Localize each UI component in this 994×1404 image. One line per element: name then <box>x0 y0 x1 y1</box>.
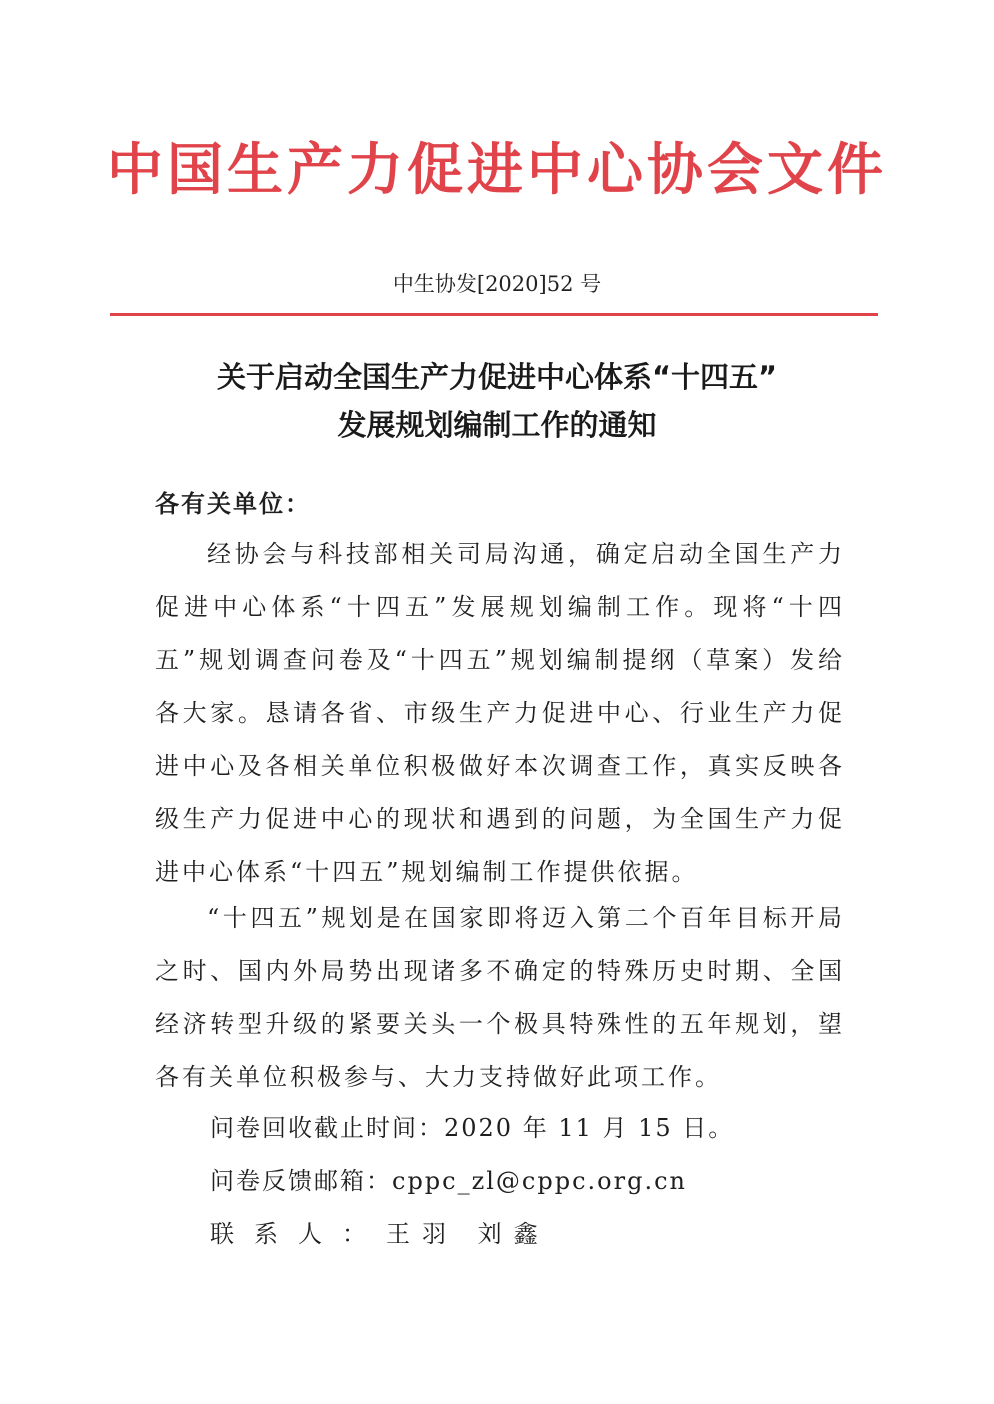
email-value: cppc_zl@cppc.org.cn <box>392 1167 687 1195</box>
contact-names: 王羽 刘鑫 <box>386 1220 550 1248</box>
deadline-label: 问卷回收截止时间： <box>210 1114 444 1142</box>
deadline-value: 2020 年 11 月 15 日。 <box>444 1114 735 1142</box>
email-line <box>210 1165 687 1197</box>
body-paragraph-1: 经协会与科技部相关司局沟通，确定启动全国生产力促进中心体系“十四五”发展规划编制工作。现将“十四五”规划调查问卷及“十四五”规划编制提纲（草案）发给各大家。恳请各省、市级生产力促进中心、行业生产力促进中心及各相关单位积极做好本次调查工作，真实反映各级生产力促进中心的现状和遇到的问题，为全国生产力促进中心体系“十四五”规划编制工作提供依据。 <box>155 540 845 886</box>
salutation: 各有关单位： <box>155 489 311 518</box>
contact-label: 联系人： <box>210 1220 386 1248</box>
header-divider <box>110 313 878 316</box>
deadline-line <box>210 1112 734 1144</box>
body-paragraph-2: “十四五”规划是在国家即将迈入第二个百年目标开局之时、国内外局势出现诸多不确定的特殊历史时期、全国经济转型升级的紧要关头一个极具特殊性的五年规划，望各有关单位积极参与、大力支持做好此项工作。 <box>155 904 845 1091</box>
contact-line <box>210 1218 550 1250</box>
email-label: 问卷反馈邮箱： <box>210 1167 392 1195</box>
notice-title-line-1: 关于启动全国生产力促进中心体系“十四五” <box>216 360 778 394</box>
document-header-title: 中国生产力促进中心协会文件 <box>107 137 887 203</box>
notice-title-line-2: 发展规划编制工作的通知 <box>337 408 657 442</box>
document-number: 中生协发[2020]52 号 <box>392 272 602 296</box>
